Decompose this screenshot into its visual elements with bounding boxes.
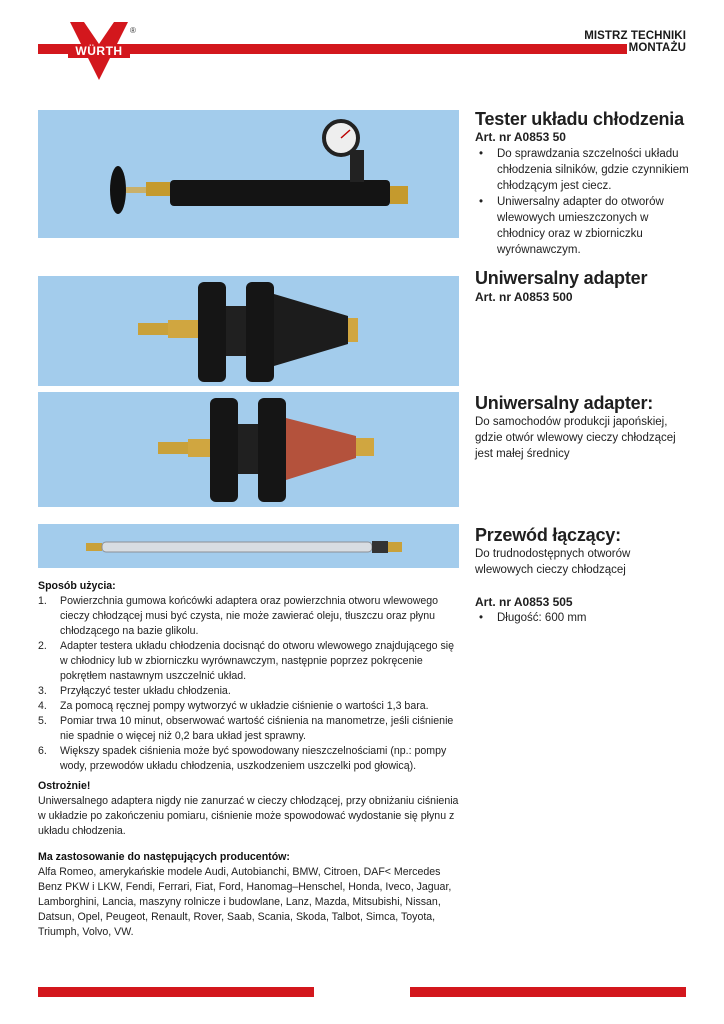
application-heading: Ma zastosowanie do następujących producentów:: [38, 851, 290, 863]
photo-connecting-hose: [38, 524, 459, 568]
product-title-connecting-hose: Przewód łączący:: [475, 525, 621, 545]
universal-adapter-image: [38, 276, 459, 386]
step-number: 5.: [38, 715, 47, 727]
connecting-hose-image: [38, 524, 459, 568]
list-item: [38, 699, 460, 714]
product-title-tester: Tester układu chłodzenia: [475, 109, 684, 129]
caution-text: Uniwersalnego adaptera nigdy nie zanurzać w cieczy chłodzącej, przy obniżaniu ciśnienia w układzie po zakończeniu pomiaru, ciśnienie może spowodować wydostanie się płynu z układu chłodzenia.: [38, 795, 459, 837]
product-art-connecting-hose: Art. nr A0853 505: [475, 595, 573, 609]
application-text: Alfa Romeo, amerykańskie modele Audi, Autobianchi, BMW, Citroen, DAF< Mercedes Benz PKW i LKW, Fendi, Ferrari, Fiat, Ford, Hanomag–Henschel, Honda, Iveco, Jaguar, Lamborghini, Lancia, maszyny rolnicze i budowlane, Lanz, Mazda, Mitsubishi, Nissan, Datsun, Opel, Peugeot, Renault, Rover, Saab, Scania, Skoda, Talbot, Simca, Toyota, Triumph, Volvo, VW.: [38, 866, 452, 938]
product-desc-connecting-hose: Do trudnodostępnych otworów wlewowych cieczy chłodzącej: [475, 548, 631, 576]
product-title-japanese-adapter: Uniwersalny adapter:: [475, 393, 654, 413]
product-art-universal-adapter: Art. nr A0853 500: [475, 290, 573, 304]
step-text: Za pomocą ręcznej pompy wytworzyć w układzie ciśnienie o wartości 1,3 bara.: [60, 700, 429, 712]
step-text: Większy spadek ciśnienia może być spowodowany nieszczelnościami (np.: pompy wody, przewodów układu chłodzenia, uszkodzeniem uszczelki pod głowicą).: [60, 745, 447, 772]
footer-red-bar-right: [410, 987, 686, 997]
header-line-2: MONTAŻU: [628, 42, 686, 54]
japanese-adapter-image: [38, 392, 459, 507]
list-item: [38, 594, 460, 639]
cooling-tester-image: [38, 110, 459, 238]
step-text: Pomiar trwa 10 minut, obserwować wartość ciśnienia na manometrze, jeśli ciśnienie nie spadnie o więcej niż 0,2 bara układ jest sprawny.: [60, 715, 454, 742]
footer-red-bar-left: [38, 987, 314, 997]
step-text: Adapter testera układu chłodzenia docisnąć do otworu wlewowego znajdującego się w chłodnicy lub w zbiorniczku wyrównawczym, następnie poprzez pokręcenie pokrętłem nastawnym uszczelnić układ.: [60, 640, 454, 682]
step-number: 4.: [38, 700, 47, 712]
list-item: • Do sprawdzania szczelności układu chłodzenia silników, gdzie czynnikiem chłodzącym jest ciecz.: [475, 146, 690, 194]
header-line-1: MISTRZ TECHNIKI: [584, 30, 686, 42]
step-text: Przyłączyć tester układu chłodzenia.: [60, 685, 231, 697]
list-item: [38, 714, 460, 744]
step-text: Powierzchnia gumowa końcówki adaptera oraz powierzchnia otworu wlewowego cieczy chłodzącej musi być czysta, nie może zawierać oleju, tłuszczu oraz płynu chłodzącego na bazie glikolu.: [60, 595, 439, 637]
header-red-bar: [38, 44, 686, 54]
list-item: [38, 684, 460, 699]
usage-heading: Sposób użycia:: [38, 580, 116, 592]
usage-steps-list: [38, 594, 460, 774]
photo-japanese-adapter: [38, 392, 459, 507]
wurth-logo-text: WÜRTH: [68, 44, 130, 58]
list-item: • Długość: 600 mm: [475, 610, 690, 626]
list-item: • Uniwersalny adapter do otworów wlewowych umieszczonych w chłodnicy oraz w zbiorniczku wyrównawczym.: [475, 194, 690, 258]
photo-universal-adapter: [38, 276, 459, 386]
step-number: 3.: [38, 685, 47, 697]
registered-mark: ®: [130, 26, 136, 35]
list-item: [38, 639, 460, 684]
photo-cooling-tester: [38, 110, 459, 238]
step-number: 1.: [38, 595, 47, 607]
product-title-universal-adapter: Uniwersalny adapter: [475, 268, 648, 288]
product-desc-japanese-adapter: Do samochodów produkcji japońskiej, gdzie otwór wlewowy cieczy chłodzącej jest małej średnicy: [475, 416, 676, 460]
list-item: [38, 744, 460, 774]
step-number: 6.: [38, 745, 47, 757]
step-number: 2.: [38, 640, 47, 652]
tester-feature-list: [475, 146, 690, 258]
hose-feature-list: [475, 610, 690, 626]
caution-heading: Ostrożnie!: [38, 780, 91, 792]
product-art-tester: Art. nr A0853 50: [475, 130, 566, 144]
